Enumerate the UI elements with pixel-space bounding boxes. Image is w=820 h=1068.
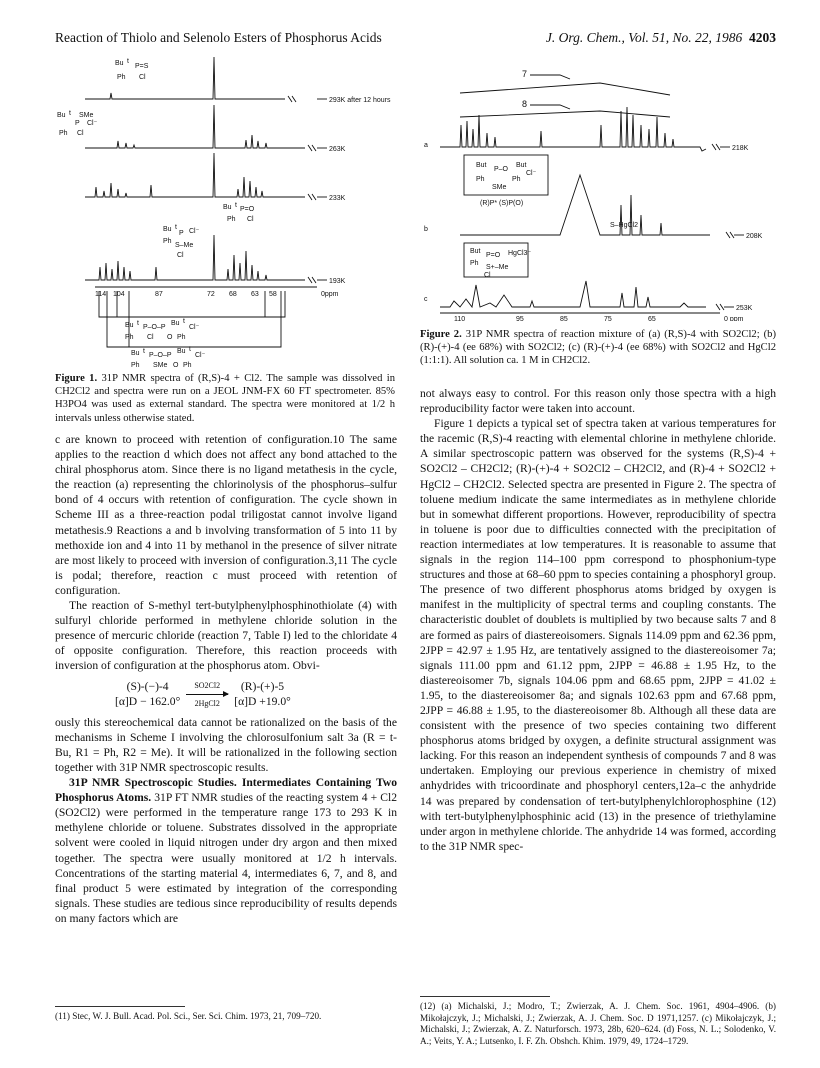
figure-1-caption: [55, 372, 395, 425]
figure-2: [420, 55, 780, 321]
svg-text:Cl: Cl: [247, 216, 254, 223]
svg-text:Ph: Ph: [512, 176, 521, 183]
svg-text:Bu: Bu: [223, 204, 232, 211]
svg-text:t: t: [175, 224, 177, 231]
svg-text:Bu: Bu: [125, 322, 134, 329]
svg-text:SMe: SMe: [79, 112, 94, 119]
svg-text:Bu: Bu: [57, 112, 66, 119]
svg-text:(R)P* (S)P(O): (R)P* (S)P(O): [480, 200, 524, 207]
svg-text:P: P: [179, 230, 184, 237]
svg-text:t: t: [127, 58, 129, 65]
svg-text:O: O: [173, 362, 179, 367]
page-number: 4203: [749, 30, 776, 45]
figure-1-caption-text: 31P NMR spectra of (R,S)-4 + Cl2. The sample was dissolved in CH2Cl2 and spectra were run on a JEOL JNM-FX 60 FT spectrometer. 85% H3PO4 was used as external standard. The spectra were monitored at 1/2 h intervals unless otherwise stated.: [55, 373, 395, 424]
fig2-tick: 110: [454, 316, 466, 321]
svg-text:Ph: Ph: [163, 238, 172, 245]
svg-text:Cl: Cl: [147, 334, 154, 341]
journal-citation: J. Org. Chem., Vol. 51, No. 22, 1986: [545, 30, 743, 45]
fig1-tick: 104: [113, 291, 125, 298]
scheme-product: (R)-(+)-5: [240, 680, 285, 693]
svg-text:P=S: P=S: [135, 63, 149, 70]
scheme-reagent-bottom: 2HgCl2: [194, 698, 220, 708]
svg-text:P–O–P: P–O–P: [143, 324, 166, 331]
fig2-label-208k: 208K: [746, 233, 763, 240]
svg-text:S–HgCl2: S–HgCl2: [610, 222, 639, 229]
footnote-rule: [55, 1006, 185, 1007]
svg-text:P=O: P=O: [240, 206, 255, 213]
fig2-tick: 95: [516, 316, 524, 321]
svg-text:S+–Me: S+–Me: [486, 264, 509, 271]
fig2-axis-unit: 0 ppm: [724, 316, 744, 321]
svg-text:Ph: Ph: [59, 130, 68, 137]
fig1-trace-193k: [85, 235, 305, 280]
right-column: [420, 386, 776, 854]
left-paragraph-1: c are known to proceed with retention of configuration.10 The same applies to the reaction d which does not affect any bond attached to the chiral phosphorus atom. Since there is no ligand metathesis in the cycle, the reaction (a) representing the chlorinolysis of the phosphorus–sulfur bond of 4 occurs with retention of configuration. The cycle shown in Scheme III as a three-reaction podal triligostat cannot involve ligand metathesis.9 Reactions a and b involving transformation of 5 into 11 by methoxide ion and 4 into 11 by methanol in the presence of silver nitrate are most likely to proceed with inversion of configuration.3,11 The cycle is podal; therefore, reaction c must proceed with retention of configuration.: [55, 433, 397, 597]
svg-text:Cl⁻: Cl⁻: [526, 170, 537, 177]
fig1-trace-263k: [85, 105, 305, 148]
svg-text:P=O: P=O: [486, 252, 501, 259]
running-header-journal: [546, 30, 776, 46]
figure-1-spectra: [55, 55, 395, 367]
svg-text:SMe: SMe: [492, 184, 507, 191]
footnote-11: (11) Stec, W. J. Bull. Acad. Pol. Sci., Ser. Sci. Chim. 1973, 21, 709–720.: [55, 1011, 322, 1021]
svg-text:But: But: [470, 248, 481, 255]
scheme-reactant: (S)-(−)-4: [126, 680, 169, 693]
left-paragraph-3: ously this stereochemical data cannot be rationalized on the basis of the mechanisms in Scheme I involving the chlorosulfonium salt 3a (R = t-Bu, R1 = Ph, R2 = Me). It will be rationalized in the following section together with 31P NMR spectroscopic results.: [55, 715, 397, 774]
svg-text:P: P: [75, 120, 80, 127]
svg-text:Ph: Ph: [470, 260, 479, 267]
fig2-label-253k: 253K: [736, 305, 753, 312]
svg-text:SMe: SMe: [153, 362, 168, 367]
svg-text:P–O–P: P–O–P: [149, 352, 172, 359]
figure-2-spectra: [420, 55, 780, 321]
svg-text:Cl: Cl: [139, 74, 146, 81]
svg-text:But: But: [516, 162, 527, 169]
fig2-label-218k: 218K: [732, 145, 749, 152]
figure-2-caption-text: 31P NMR spectra of reaction mixture of (a) (R,S)-4 with SO2Cl2; (b) (R)-(+)-4 (ee 68%) with SO2Cl2; (c) (R)-(+)-4 (ee 68%) with SO2Cl2 and HgCl2 (1:1:1). All solution ca. 1 M in CH2Cl2.: [420, 329, 776, 367]
fig1-trace-233k: [85, 153, 305, 197]
left-footnote-block: [55, 1000, 397, 1023]
fig1-label-293k: 293K after 12 hours: [329, 97, 391, 104]
svg-text:Ph: Ph: [177, 334, 186, 341]
svg-text:t: t: [183, 318, 185, 325]
svg-text:Ph: Ph: [125, 334, 134, 341]
fig2-tick: 85: [560, 316, 568, 321]
left-column: [55, 432, 397, 926]
svg-text:t: t: [189, 346, 191, 353]
figure-2-caption: [420, 328, 776, 368]
svg-text:Bu: Bu: [177, 348, 186, 355]
svg-text:t: t: [235, 202, 237, 209]
stereochemical-scheme: [115, 678, 397, 711]
fig2-peak-8: 8: [522, 99, 528, 109]
svg-text:Cl: Cl: [177, 252, 184, 259]
fig2-panel-b: b: [424, 226, 428, 233]
scheme-reactant-rotation: [α]D − 162.0°: [115, 695, 181, 709]
svg-text:S–Me: S–Me: [175, 242, 194, 249]
fig2-tick: 75: [604, 316, 612, 321]
svg-text:Ph: Ph: [117, 74, 126, 81]
svg-text:Bu: Bu: [131, 350, 140, 357]
svg-text:Bu: Bu: [163, 226, 172, 233]
svg-text:Cl⁻: Cl⁻: [87, 120, 98, 127]
right-footnote-block: [420, 990, 776, 1047]
fig1-label-193k: 193K: [329, 278, 346, 285]
svg-text:Cl⁻: Cl⁻: [189, 324, 200, 331]
section-heading: 31P NMR Spectroscopic Studies. Intermediates Containing Two Phosphorus Atoms.: [55, 776, 397, 805]
svg-text:O: O: [167, 334, 173, 341]
fig1-tick: 68: [229, 291, 237, 298]
svg-text:Cl: Cl: [484, 272, 491, 279]
svg-text:Cl⁻: Cl⁻: [189, 228, 200, 235]
svg-text:Ph: Ph: [227, 216, 236, 223]
svg-text:Bu: Bu: [171, 320, 180, 327]
fig1-tick: 58: [269, 291, 277, 298]
svg-text:Cl⁻: Cl⁻: [195, 352, 206, 359]
fig1-tick: 114: [95, 291, 107, 298]
fig1-tick: 63: [251, 291, 259, 298]
fig2-panel-c: c: [424, 296, 428, 303]
right-paragraph-2: Figure 1 depicts a typical set of spectra taken at various temperatures for the racemic (R,S)-4 reacting with elemental chlorine in methylene chloride. A similar spectroscopic pattern was observed for the systems (R,S)-4 + SO2Cl2 – CH2Cl2; (R)-(+)-4 + SO2Cl2 – CH2Cl2, and (R)-4 + SO2Cl2 + HgCl2 – CH2Cl2. Selected spectra are presented in Figure 2. The spectra of toluene medium indicate the same intermediates as in methylene chloride but in somewhat different proportions. However, reproducibility of spectra in toluene is poor due to difficulties connected with the precipitation of reaction intermediates at low temperatures. It is reasonable to assume that signals in the region 114–100 ppm correspond to phosphonium-type structures and those at 68–60 ppm to species containing a phosphoryl group. The presence of two different phosphorus atoms bridged by oxygen is manifest in the multiplicity of spectral terms and coupling constants. The characteristic doublet of doublets is multiplied by two because salts 7 and 8 are formed as pairs of diastereoisomers. Signals 114.09 ppm and 62.36 ppm, 2JPP = 42.97 ± 1.95 Hz, are tentatively assigned to the diastereoisomer 7a; signals 111.00 ppm and 61.12 ppm, 2JPP = 46.88 ± 1.95 Hz, to the diastereoisomer 7b, signals 104.06 ppm and 68.65 ppm, 2JPP = 41.02 ± 1.95, to the diastereoisomer 8a; and signals 102.63 ppm and 67.68 ppm, 2JPP = 46.88 ± 1.95, to the diastereoisomer 8b. Although all these data are consistent with the presence of two species containing two different phosphorus atoms bridged by oxygen, a definite structural assignment was lacking. For this reason an independent synthesis of compounds 7 and 8 was undertaken. Employing our previous experience in chemistry of mixed anhydrides with tricoordinate and phosphoryl centers,12a–c the anhydride 14 was prepared by condensation of tert-butylphenylchlorophosphine (12) with tert-butylphenylphosphinic acid (13) in the presence of triethylamine under argon in methylene chloride. The anhydride 14 was formed, according to the 31P NMR spec-: [420, 417, 776, 853]
fig2-trace-a: [440, 107, 706, 151]
scheme-product-rotation: [α]D +19.0°: [234, 695, 291, 709]
svg-text:Bu: Bu: [115, 60, 124, 67]
left-paragraph-4: [55, 775, 397, 926]
left-paragraph-4-text: 31P FT NMR studies of the reacting system 4 + Cl2 (SO2Cl2) were performed in the temperature range 173 to 293 K in methylene chloride or toluene. Substrates dissolved in the appropriate solvent were cooled in liquid nitrogen under dry argon and then mixed together. The spectra were usually monitored at 1/2 h intervals. Concentrations of the starting material 4, intermediates 6, 7, and 8, and final product 5 were estimated by integration of the corresponding signals. These studies are tedious since reproducibility of results depends on many factors which are: [55, 791, 397, 925]
svg-text:HgCl3⁻: HgCl3⁻: [508, 250, 532, 257]
fig2-panel-a: a: [424, 142, 428, 149]
fig2-trace-c: [440, 281, 706, 307]
svg-text:Ph: Ph: [476, 176, 485, 183]
svg-text:t: t: [137, 320, 139, 327]
svg-text:Ph: Ph: [183, 362, 192, 367]
footnote-12: (12) (a) Michalski, J.; Modro, T.; Zwierzak, A. J. Chem. Soc. 1961, 4904–4906. (b) Mikołajczyk, J.; Michalski, J.; Zwierzak, A. J. Chem. Soc. D 1971,1257. (c) Mikołajczyk, J.; Michalski, J.; Zwierzak, A. Z. Naturforsch. 1973, 28b, 620–624. (d) Foss, N. L.; Solodenko, V. A.; Veits, Y. A.; Lutsenko, I. F. Zh. Obshch. Khim. 1979, 49, 1724–1729.: [420, 1001, 776, 1046]
fig1-axis-unit: 0ppm: [321, 291, 339, 298]
right-paragraph-1: not always easy to control. For this reason only those spectra with a high reproducibility factor were taken into account.: [420, 387, 776, 416]
fig1-tick: 72: [207, 291, 215, 298]
footnote-rule: [420, 996, 550, 997]
svg-text:Cl: Cl: [77, 130, 84, 137]
fig1-label-233k: 233K: [329, 195, 346, 202]
scheme-arrow: [186, 678, 228, 711]
figure-1-caption-label: Figure 1.: [55, 373, 98, 384]
fig1-label-263k: 263K: [329, 146, 346, 153]
fig2-peak-7: 7: [522, 69, 528, 79]
scheme-reagent-top: SO2Cl2: [194, 680, 221, 690]
figure-1: [55, 55, 395, 367]
svg-text:P–O: P–O: [494, 166, 509, 173]
fig1-tick: 87: [155, 291, 163, 298]
left-paragraph-2: The reaction of S-methyl tert-butylphenylphosphinothiolate (4) with sulfuryl chloride performed in methylene chloride solution in the presence of mercuric chloride (reaction 7, Table I) led to the chloridate 4 of opposite configuration. Therefore, this reaction proceeds with inversion of configuration at the phosphorus atom. Obvi-: [55, 599, 397, 673]
svg-text:t: t: [69, 110, 71, 117]
running-header-title: Reaction of Thiolo and Selenolo Esters of Phosphorus Acids: [55, 30, 382, 45]
svg-text:t: t: [143, 348, 145, 355]
svg-text:Ph: Ph: [131, 362, 140, 367]
figure-2-caption-label: Figure 2.: [420, 329, 462, 340]
svg-text:But: But: [476, 162, 487, 169]
fig2-tick: 65: [648, 316, 656, 321]
